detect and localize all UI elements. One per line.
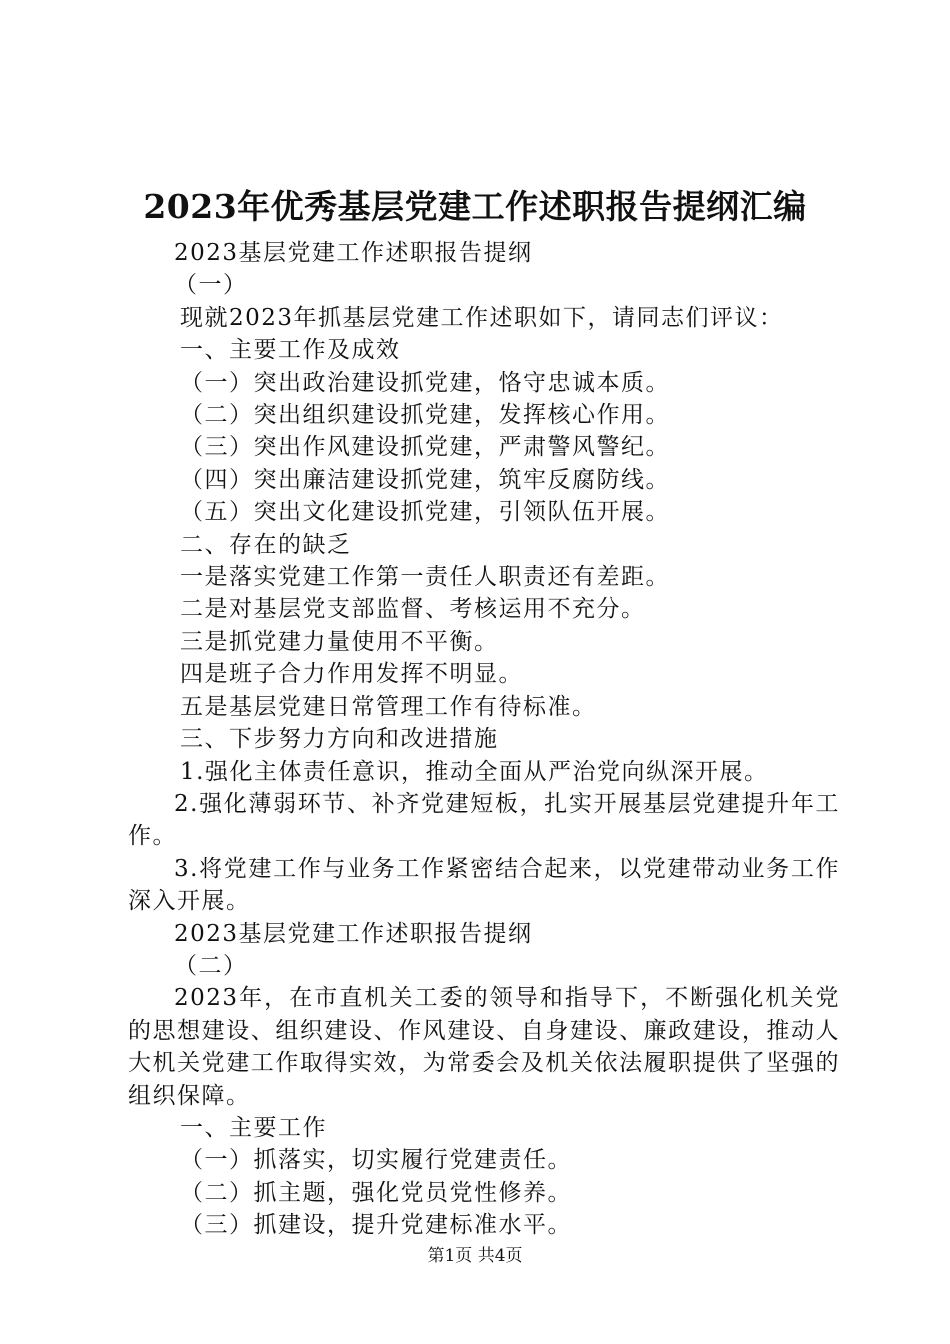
list-item: （一）抓落实，切实履行党建责任。 bbox=[180, 1147, 572, 1174]
paragraph: 2.强化薄弱环节、补齐党建短板，扎实开展基层党建提升年工作。 bbox=[128, 790, 840, 850]
section-number: （一） bbox=[174, 272, 248, 299]
list-item: 四是班子合力作用发挥不明显。 bbox=[180, 661, 523, 688]
subheading: 三、下步努力方向和改进措施 bbox=[180, 726, 499, 753]
section-heading: 2023基层党建工作述职报告提纲 bbox=[174, 240, 533, 266]
list-item: （二）抓主题，强化党员党性修养。 bbox=[180, 1179, 572, 1206]
list-item: 五是基层党建日常管理工作有待标准。 bbox=[180, 693, 597, 720]
list-item: （二）突出组织建设抓党建，发挥核心作用。 bbox=[180, 402, 670, 429]
list-item: 一是落实党建工作第一责任人职责还有差距。 bbox=[180, 564, 670, 591]
list-item: 三是抓党建力量使用不平衡。 bbox=[180, 628, 499, 655]
document-title: 2023年优秀基层党建工作述职报告提纲汇编 bbox=[143, 187, 807, 226]
list-item: （五）突出文化建设抓党建，引领队伍开展。 bbox=[180, 499, 670, 526]
page-footer: 第1页 共4页 bbox=[427, 1246, 523, 1266]
list-item: （一）突出政治建设抓党建，恪守忠诚本质。 bbox=[180, 369, 670, 396]
document-body bbox=[128, 237, 840, 1242]
list-item: （三）突出作风建设抓党建，严肃警风警纪。 bbox=[180, 434, 670, 461]
paragraph: 2023年，在市直机关工委的领导和指导下，不断强化机关党的思想建设、组织建设、作风建设、自身建设、廉政建设，推动人大机关党建工作取得实效，为常委会及机关依法履职提供了坚强的组织保障。 bbox=[128, 985, 840, 1109]
subheading: 一、主要工作 bbox=[180, 1114, 327, 1141]
section-number: （二） bbox=[174, 952, 248, 979]
subheading: 二、存在的缺乏 bbox=[180, 531, 352, 558]
list-item: 二是对基层党支部监督、考核运用不充分。 bbox=[180, 596, 646, 623]
paragraph: 3.将党建工作与业务工作紧密结合起来，以党建带动业务工作深入开展。 bbox=[128, 855, 840, 915]
list-item: （三）抓建设，提升党建标准水平。 bbox=[180, 1212, 572, 1239]
subheading: 一、主要工作及成效 bbox=[180, 337, 401, 364]
section-heading: 2023基层党建工作述职报告提纲 bbox=[174, 920, 533, 947]
list-item: （四）突出廉洁建设抓党建，筑牢反腐防线。 bbox=[180, 466, 670, 493]
list-item: 1.强化主体责任意识，推动全面从严治党向纵深开展。 bbox=[180, 758, 769, 785]
intro-line: 现就2023年抓基层党建工作述职如下，请同志们评议： bbox=[180, 304, 784, 331]
